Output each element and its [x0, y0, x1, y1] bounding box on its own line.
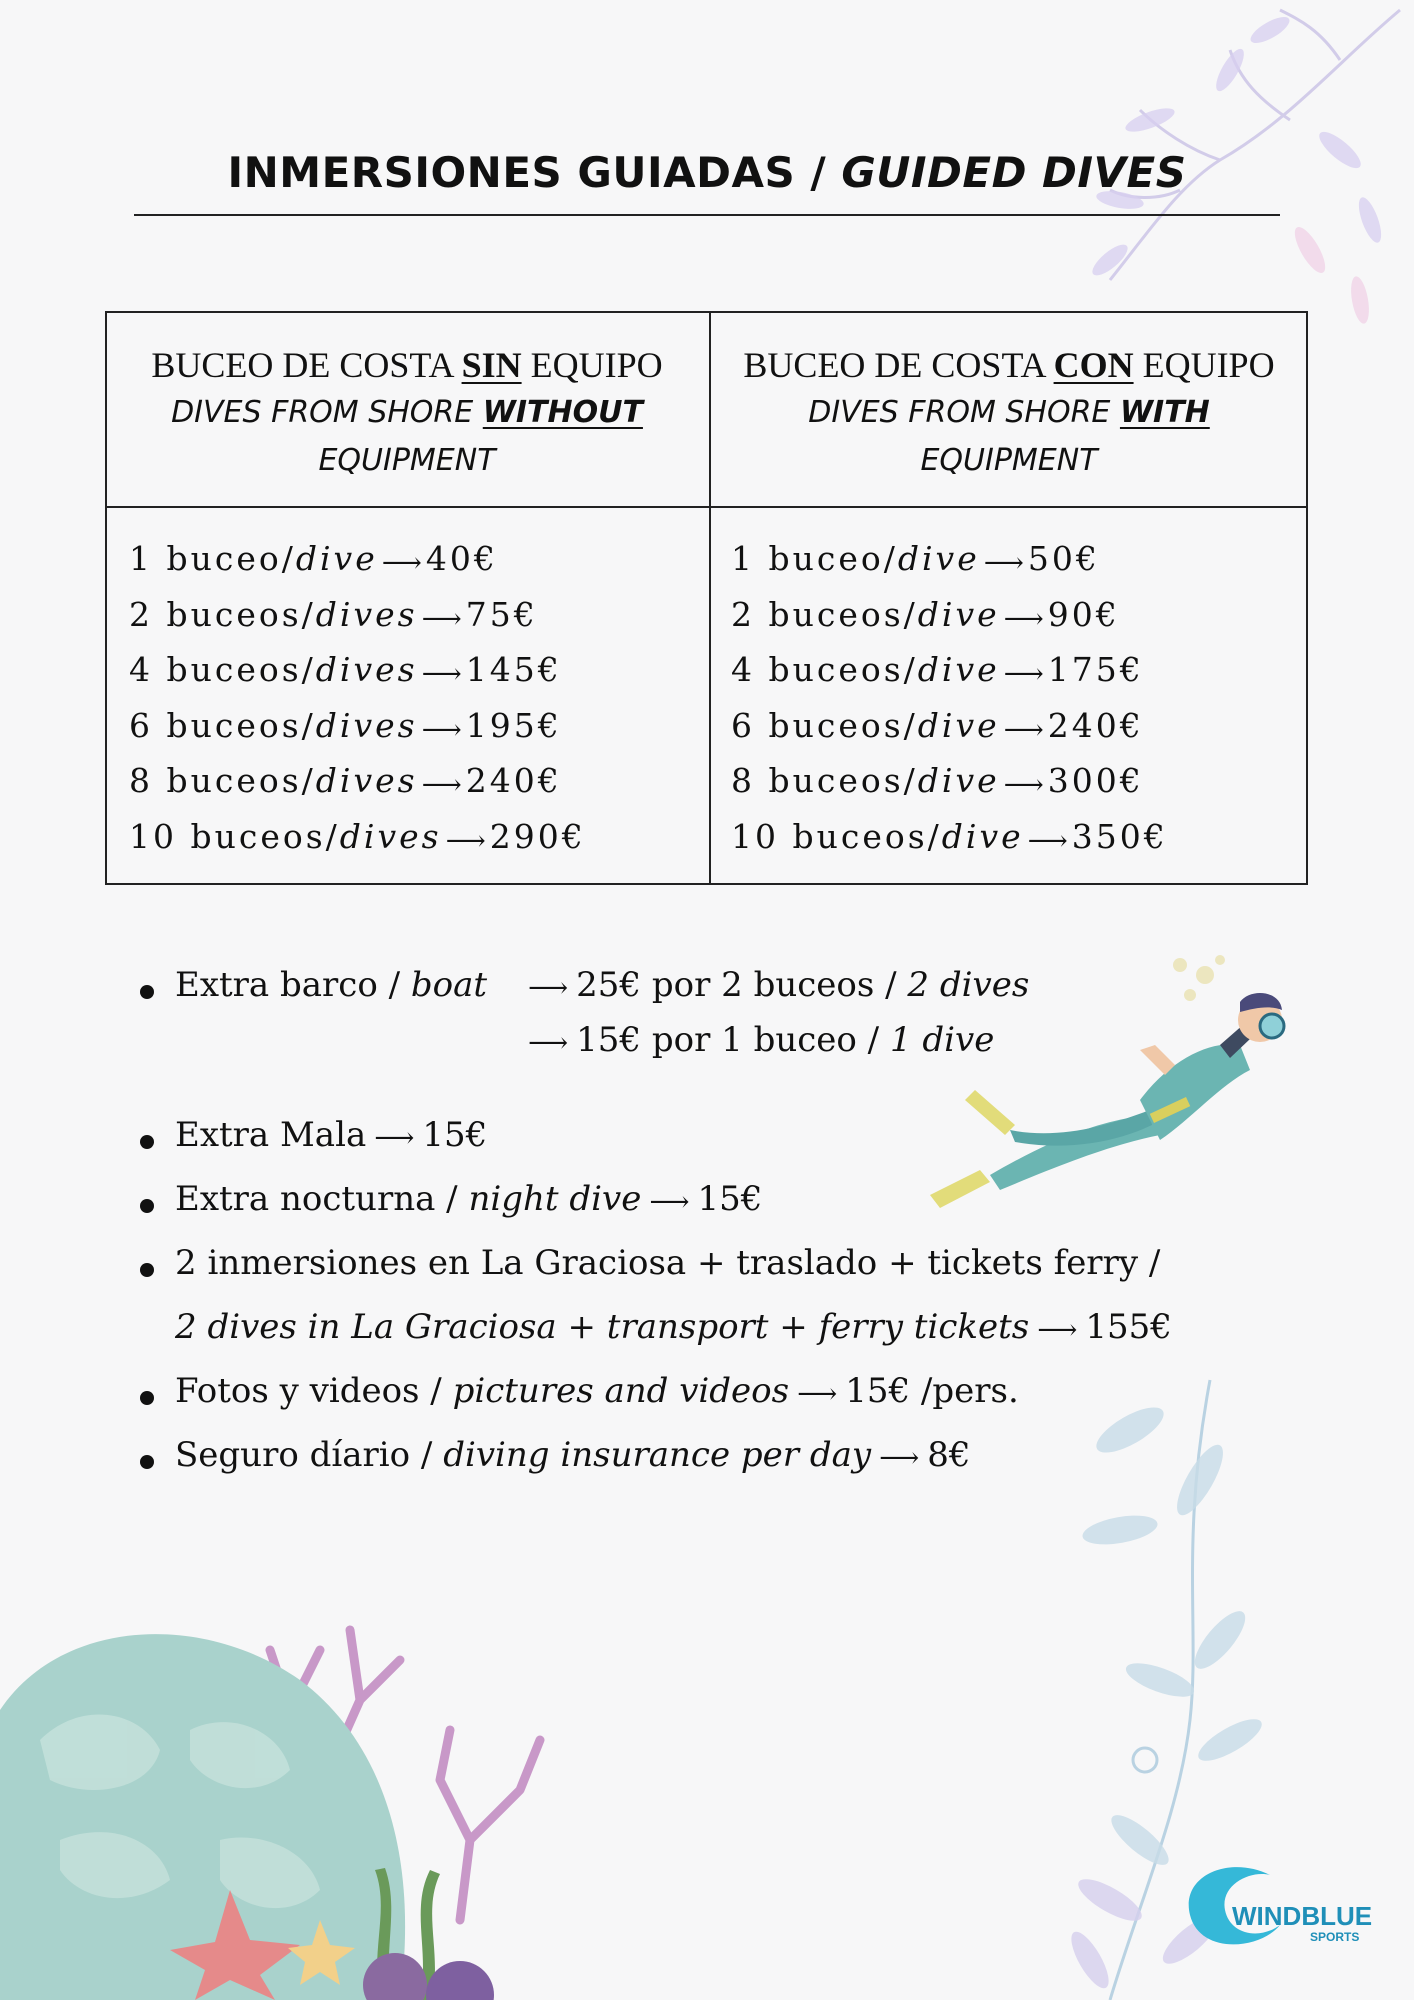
arrow-icon: ⟶	[381, 546, 422, 579]
arrow-icon: ⟶	[1003, 712, 1044, 746]
header-es-suffix: EQUIPO	[1142, 345, 1275, 385]
bullet-icon	[140, 1199, 154, 1213]
list-item: 1 buceo/dive ⟶ 50€	[731, 539, 1100, 579]
arrow-icon: ⟶	[421, 657, 462, 690]
list-item: 4 buceos/dive ⟶ 175€	[731, 650, 1144, 690]
header-es-suffix: EQUIPO	[530, 345, 663, 385]
header-en-key: WITHOUT	[482, 395, 643, 430]
header-es-key: SIN	[461, 345, 522, 385]
bullet-icon	[140, 1455, 154, 1469]
title-divider	[134, 214, 1280, 216]
header-en-prefix: DIVES FROM SHORE	[171, 395, 474, 430]
coral-reef-decoration	[0, 1590, 600, 2000]
logo-name: WINDBLUE	[1232, 1901, 1373, 1931]
extra-insurance: Seguro díario / diving insurance per day ⟶ 8€	[175, 1435, 971, 1475]
logo-sub: SPORTS	[1310, 1930, 1360, 1944]
arrow-icon: ⟶	[1003, 601, 1044, 635]
header-es-prefix: BUCEO DE COSTA	[151, 345, 453, 385]
title-italic: GUIDED DIVES	[841, 148, 1187, 197]
list-item: 4 buceos/dives ⟶ 145€	[129, 650, 562, 690]
wave-logo-icon	[1170, 1855, 1380, 1965]
header-es-prefix: BUCEO DE COSTA	[743, 345, 1045, 385]
extra-graciosa-line1: 2 inmersiones en La Graciosa + traslado + tickets ferry /	[175, 1243, 1161, 1283]
extra-boat-price-2: ⟶ 25€ por 2 buceos / 2 dives	[528, 965, 1030, 1005]
extra-boat: Extra barco / boat	[175, 965, 488, 1005]
header-es-key: CON	[1053, 345, 1134, 385]
windblue-logo	[1170, 1855, 1380, 1965]
arrow-icon: ⟶	[649, 1185, 690, 1218]
price-list-without-equipment	[129, 531, 586, 864]
page-title	[0, 148, 1414, 197]
header-en-suffix: EQUIPMENT	[920, 443, 1098, 478]
arrow-icon: ⟶	[528, 971, 569, 1004]
title-main: INMERSIONES GUIADAS /	[227, 148, 827, 197]
header-en-key: WITH	[1119, 395, 1210, 430]
arrow-icon: ⟶	[528, 1026, 569, 1059]
list-item: 1 buceo/dive ⟶ 40€	[129, 539, 498, 579]
arrow-icon: ⟶	[421, 768, 462, 801]
list-item: 10 buceos/dives ⟶ 290€	[129, 816, 586, 857]
bullet-icon	[140, 1135, 154, 1149]
arrow-icon: ⟶	[797, 1377, 838, 1410]
arrow-icon: ⟶	[421, 712, 462, 746]
extra-mala: Extra Mala ⟶ 15€	[175, 1115, 488, 1155]
header-with-equipment	[709, 341, 1309, 485]
arrow-icon: ⟶	[445, 823, 486, 857]
bullet-icon	[140, 985, 154, 999]
list-item: 8 buceos/dives ⟶ 240€	[129, 761, 562, 801]
arrow-icon: ⟶	[374, 1121, 415, 1154]
header-en-suffix: EQUIPMENT	[318, 443, 496, 478]
price-table	[105, 311, 1308, 885]
price-list-with-equipment	[731, 531, 1168, 864]
list-item: 8 buceos/dive ⟶ 300€	[731, 761, 1144, 801]
extra-boat-price-1: ⟶ 15€ por 1 buceo / 1 dive	[528, 1020, 995, 1060]
arrow-icon: ⟶	[1003, 768, 1044, 801]
arrow-icon: ⟶	[983, 546, 1024, 579]
extra-photos: Fotos y videos / pictures and videos ⟶ 15€ /pers.	[175, 1371, 1019, 1411]
list-item: 6 buceos/dives ⟶ 195€	[129, 705, 562, 746]
extra-night: Extra nocturna / night dive ⟶ 15€	[175, 1179, 763, 1219]
table-row-divider	[107, 506, 1306, 508]
arrow-icon: ⟶	[1003, 657, 1044, 690]
arrow-icon: ⟶	[879, 1441, 920, 1474]
list-item: 2 buceos/dive ⟶ 90€	[731, 594, 1120, 635]
diver-illustration	[920, 950, 1300, 1220]
list-item: 2 buceos/dives ⟶ 75€	[129, 594, 538, 635]
list-item: 10 buceos/dive ⟶ 350€	[731, 816, 1168, 857]
bullet-icon	[140, 1391, 154, 1405]
list-item: 6 buceos/dive ⟶ 240€	[731, 705, 1144, 746]
header-without-equipment	[107, 341, 707, 485]
arrow-icon: ⟶	[1037, 1313, 1078, 1346]
header-en-prefix: DIVES FROM SHORE	[808, 395, 1111, 430]
extra-graciosa-line2: 2 dives in La Graciosa + transport + ferry tickets ⟶ 155€	[175, 1307, 1172, 1347]
arrow-icon: ⟶	[421, 601, 462, 635]
arrow-icon: ⟶	[1027, 823, 1068, 857]
bullet-icon	[140, 1263, 154, 1277]
